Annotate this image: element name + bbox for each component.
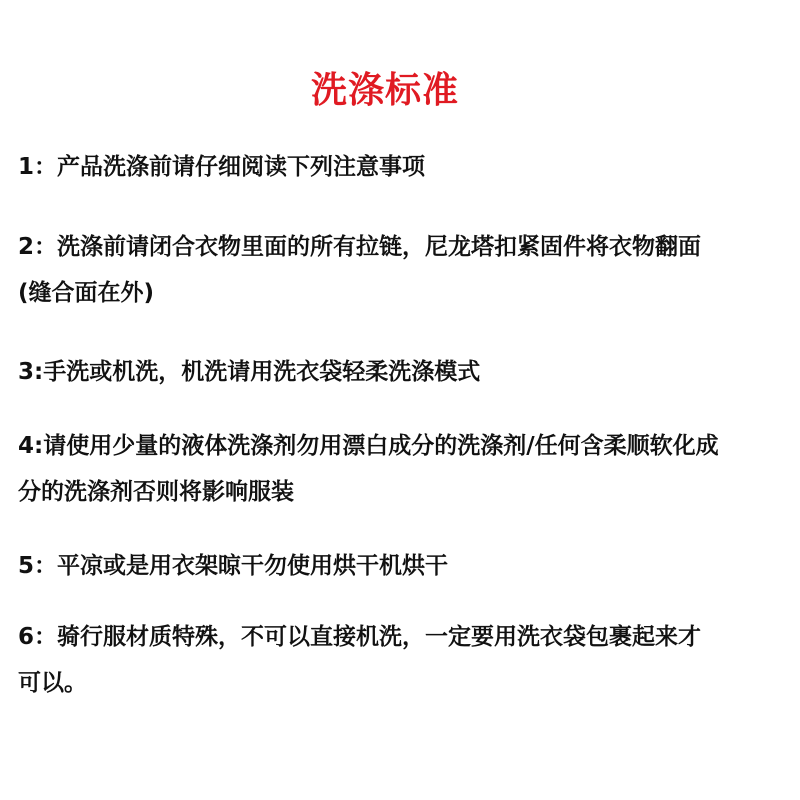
instruction-line: 3:手洗或机洗，机洗请用洗衣袋轻柔洗涤模式 [18,359,481,385]
instruction-item-2 [18,224,778,316]
page-title: 洗涤标准 [310,70,459,111]
instruction-item-1 [18,144,778,190]
instruction-item-4 [18,423,778,515]
instruction-line: 6：骑行服材质特殊，不可以直接机洗，一定要用洗衣袋包裹起来才 [18,624,702,650]
instruction-line: 4:请使用少量的液体洗涤剂勿用漂白成分的洗涤剂/任何含柔顺软化成 [18,433,719,459]
instruction-line: 2：洗涤前请闭合衣物里面的所有拉链，尼龙塔扣紧固件将衣物翻面 [18,234,702,260]
instruction-item-3 [18,349,778,395]
instruction-item-5 [18,543,778,589]
instruction-line: 1：产品洗涤前请仔细阅读下列注意事项 [18,154,426,180]
instruction-line: 可以。 [18,670,87,696]
instruction-line: 分的洗涤剂否则将影响服装 [18,479,294,505]
instruction-item-6 [18,614,778,706]
instruction-line: 5：平凉或是用衣架晾干勿使用烘干机烘干 [18,553,449,579]
instruction-line: (缝合面在外) [18,280,155,306]
